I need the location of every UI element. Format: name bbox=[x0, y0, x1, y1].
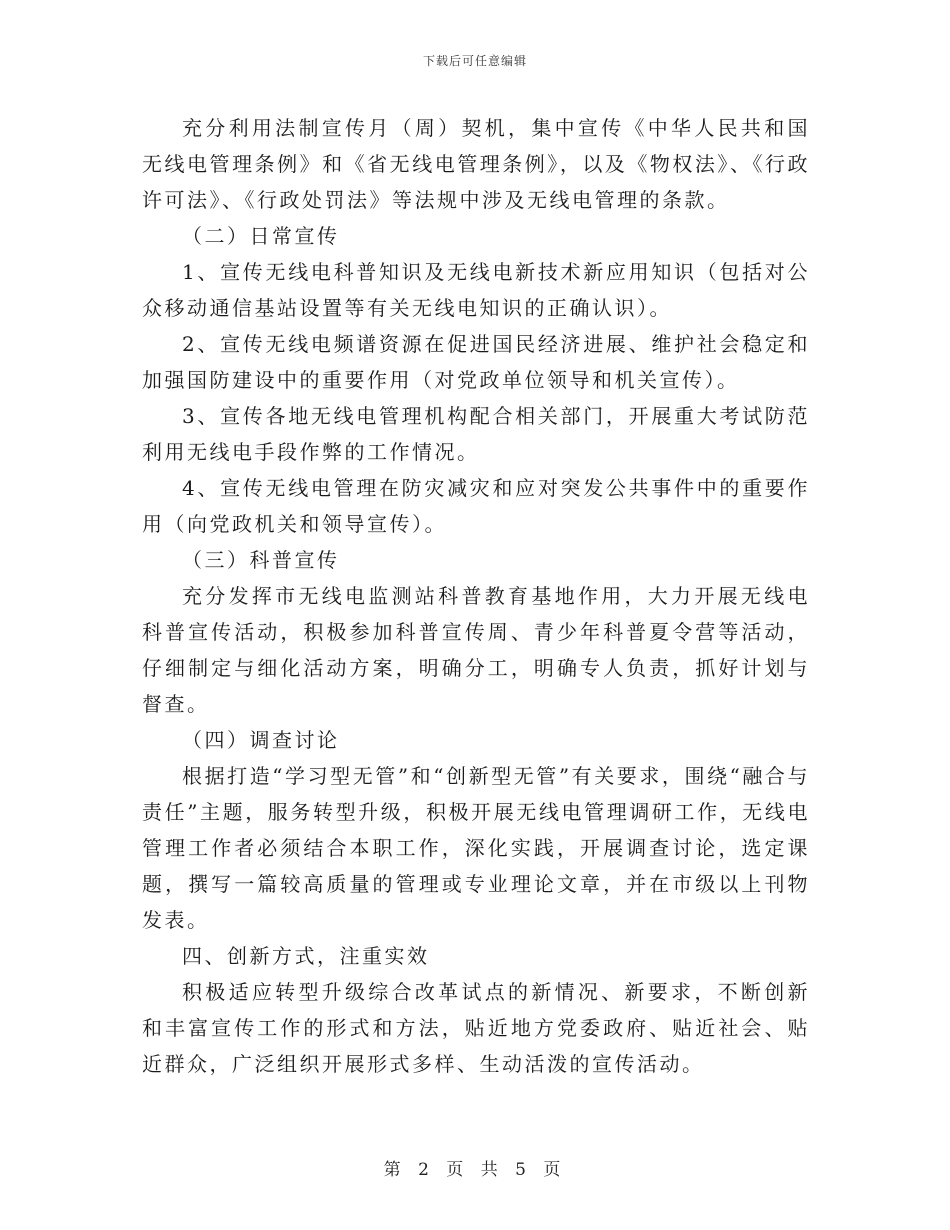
page-footer: 第 2 页 共 5 页 bbox=[383, 1160, 567, 1180]
page-header: 下载后可任意编辑 bbox=[422, 54, 527, 68]
heading-research: （四）调查讨论 bbox=[182, 728, 340, 752]
paragraph-innovation: 积极适应转型升级综合改革试点的新情况、新要求，不断创新和丰富宣传工作的形式和方法，贴近地方党委政府、贴近社会、贴近群众，广泛组织开展形式多样、生动活泼的宣传活动。 bbox=[142, 980, 810, 1076]
paragraph-legal-publicity: 充分利用法制宣传月（周）契机，集中宣传《中华人民共和国无线电管理条例》和《省无线电管理条例》，以及《物权法》、《行政许可法》、《行政处罚法》等法规中涉及无线电管理的条款。 bbox=[142, 116, 810, 212]
paragraph-item-4: 4、宣传无线电管理在防灾减灾和应对突发公共事件中的重要作用（向党政机关和领导宣传）。 bbox=[142, 476, 810, 536]
heading-section-four: 四、创新方式，注重实效 bbox=[182, 944, 430, 968]
paragraph-item-2: 2、宣传无线电频谱资源在促进国民经济进展、维护社会稳定和加强国防建设中的重要作用（对党政单位领导和机关宣传）。 bbox=[142, 332, 810, 392]
heading-daily-publicity: （二）日常宣传 bbox=[182, 224, 340, 248]
paragraph-research: 根据打造“学习型无管”和“创新型无管”有关要求，围绕“融合与责任”主题，服务转型升级，积极开展无线电管理调研工作，无线电管理工作者必须结合本职工作，深化实践，开展调查讨论，选定课题，撰写一篇较高质量的管理或专业理论文章，并在市级以上刊物发表。 bbox=[142, 764, 810, 932]
paragraph-item-3: 3、宣传各地无线电管理机构配合相关部门，开展重大考试防范利用无线电手段作弊的工作情况。 bbox=[142, 404, 810, 464]
heading-science-publicity: （三）科普宣传 bbox=[182, 548, 340, 572]
paragraph-item-1: 1、宣传无线电科普知识及无线电新技术新应用知识（包括对公众移动通信基站设置等有关无线电知识的正确认识）。 bbox=[142, 260, 810, 320]
document-body bbox=[142, 110, 810, 1082]
paragraph-science-publicity: 充分发挥市无线电监测站科普教育基地作用，大力开展无线电科普宣传活动，积极参加科普宣传周、青少年科普夏令营等活动，仔细制定与细化活动方案，明确分工，明确专人负责，抓好计划与督查。 bbox=[142, 584, 810, 716]
